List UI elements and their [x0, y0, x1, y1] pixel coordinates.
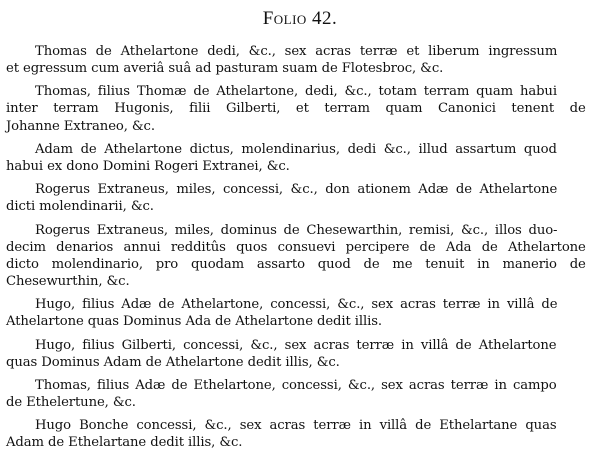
entry-line: dicti molendinarii, &c.: [6, 199, 154, 215]
entry-line: Thomas de Athelartone dedi, &c., sex acras terræ et liberum ingressum: [35, 44, 558, 59]
charter-entry: [6, 296, 586, 330]
entry-line: decim denarios annui redditûs quos consuevi percipere de Ada de Athelartone: [6, 239, 586, 255]
charter-entry: [6, 222, 586, 290]
entry-line: Thomas, filius Adæ de Ethelartone, concessi, &c., sex acras terræ in campo: [35, 377, 557, 393]
entry-line: Rogerus Extraneus, miles, concessi, &c., don ationem Adæ de Athelartone: [35, 182, 558, 198]
entry-line: Adam de Ethelartane dedit illis, &c.: [6, 435, 243, 451]
entry-line: Chesewurthin, &c.: [6, 273, 130, 289]
charter-entry: [6, 43, 586, 77]
entry-line: Hugo Bonche concessi, &c., sex acras terræ in villâ de Ethelartane quas: [35, 418, 557, 434]
charter-entry: [6, 181, 586, 215]
entry-line: et egressum cum averiâ suâ ad pasturam suam de Flotesbroc, &c.: [6, 61, 444, 77]
charter-entry: [6, 83, 586, 134]
folio-heading: Folio 42.: [262, 8, 338, 29]
entry-line: dicto molendinario, pro quodam assarto quod de me tenuit in manerio de: [6, 256, 586, 272]
charter-entries: [6, 43, 586, 458]
entry-line: inter terram Hugonis, filii Gilberti, et terram quam Canonici tenent de: [6, 101, 586, 117]
entry-line: Thomas, filius Thomæ de Athelartone, dedi, &c., totam terram quam habui: [35, 84, 557, 100]
entry-line: Hugo, filius Gilberti, concessi, &c., sex acras terræ in villâ de Athelartone: [35, 337, 557, 353]
charter-entry: [6, 377, 586, 411]
entry-line: quas Dominus Adam de Athelartone dedit illis, &c.: [6, 354, 340, 370]
entry-line: Rogerus Extraneus, miles, dominus de Chesewarthin, remisi, &c., illos duo-: [35, 222, 558, 238]
entry-line: Johanne Extraneo, &c.: [6, 118, 155, 134]
entry-line: Athelartone quas Dominus Ada de Athelartone dedit illis.: [6, 314, 383, 330]
entry-line: habui ex dono Domini Rogeri Extranei, &c.: [6, 158, 290, 174]
entry-line: de Ethelertune, &c.: [6, 395, 136, 410]
entry-line: Hugo, filius Adæ de Athelartone, concessi, &c., sex acras terræ in villâ de: [35, 297, 558, 313]
charter-entry: [6, 337, 586, 371]
charter-entry: [6, 141, 586, 175]
entry-line: Adam de Athelartone dictus, molendinarius, dedi &c., illud assartum quod: [35, 141, 557, 157]
charter-entry: [6, 417, 586, 451]
